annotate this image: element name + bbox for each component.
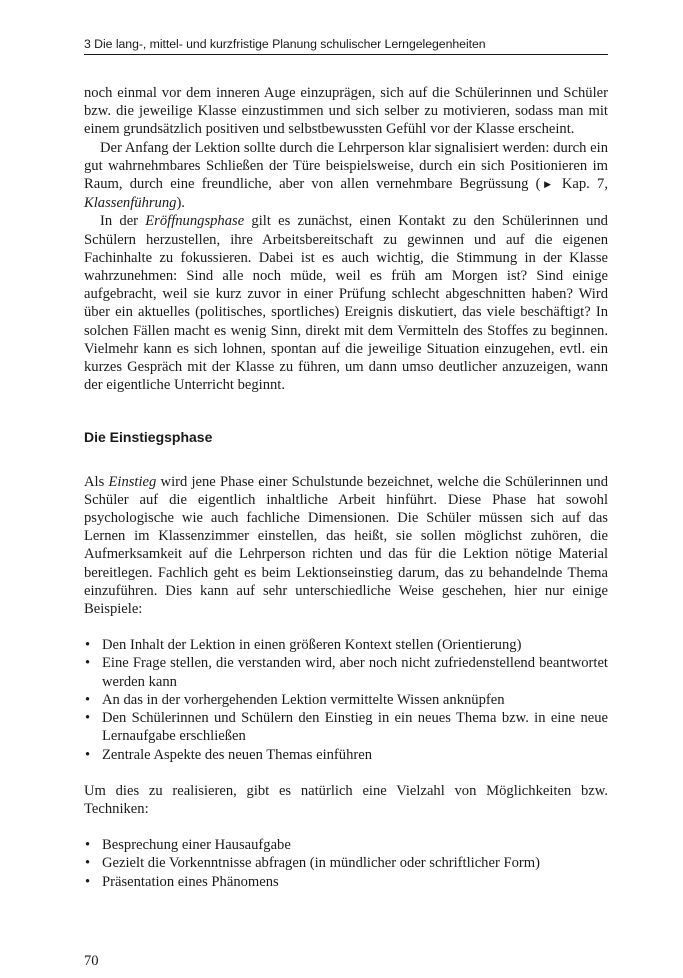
- list-item: • An das in der vorhergehenden Lektion vermittelte Wissen anknüpfen: [85, 691, 505, 708]
- paragraph-techniques: Um dies zu realisieren, gibt es natürlich eine Vielzahl von Möglichkeiten bzw. Techniken:: [84, 782, 608, 817]
- term-emphasis: Eröffnungsphase: [145, 213, 245, 230]
- page-number: 70: [84, 953, 99, 969]
- list-item: • Den Inhalt der Lektion in einen größeren Kontext stellen (Orientierung): [85, 637, 522, 654]
- section-heading: Die Einstiegsphase: [84, 429, 213, 446]
- paragraph-lesson-start: Der Anfang der Lektion sollte durch die Lehrperson klar signalisiert werden: durch ein gut wahrnehmbares Schließen der Türe beispielsweise, durch ein sich Positionieren im Raum, durch eine freundliche, aber von allen vernehmbare Begrüssung (▶ Kap. 7, Klassenführung).: [84, 139, 608, 212]
- bullet-icon: •: [85, 837, 91, 854]
- bullet-list-examples: [84, 636, 608, 763]
- list-item: • Eine Frage stellen, die verstanden wird, aber noch nicht zufriedenstellend beantwortet werden kann: [85, 655, 608, 690]
- cross-reference-arrow-icon: ▶: [540, 180, 555, 191]
- list-item: • Zentrale Aspekte des neuen Themas einführen: [85, 746, 373, 763]
- bullet-list-techniques: [84, 836, 608, 891]
- paragraph-section-intro: Als Einstieg wird jene Phase einer Schulstunde bezeichnet, welche die Schülerinnen und Schüler auf die eigentlich inhaltliche Arbeit hinführt. Diese Phase hat sowohl psychologische wie auch fachliche Dimensionen. Die Schüler müssen sich auf das Lernen im Klassenzimmer einstellen, das heißt, sie sollen möglichst zuhören, die Aufmerksamkeit auf die Lehrperson richten und das für die Lektion nötige Material bereitlegen. Fachlich geht es beim Lektionseinstieg darum, das zu behandelnde Thema einzuführen. Dies kann auf sehr unterschiedliche Weise geschehen, hier nur einige Beispiele:: [84, 473, 609, 618]
- paragraph-continuation: noch einmal vor dem inneren Auge einzuprägen, sich auf die Schülerinnen und Schüler bzw. die jeweilige Klasse einzustimmen und sich selber zu motivieren, sodass man mit einem grundsätzlich positiven und selbstbewussten Gefühl vor der Klasse erscheint.: [84, 85, 608, 138]
- bullet-icon: •: [85, 855, 91, 872]
- term-emphasis: Einstieg: [108, 473, 157, 490]
- list-item: • Präsentation eines Phänomens: [85, 873, 279, 890]
- bullet-icon: •: [85, 691, 91, 708]
- bullet-icon: •: [85, 710, 91, 727]
- list-item: • Gezielt die Vorkenntnisse abfragen (in mündlicher oder schriftlicher Form): [85, 855, 540, 872]
- page-body: [84, 84, 608, 891]
- bullet-icon: •: [85, 873, 91, 890]
- bullet-icon: •: [85, 637, 91, 654]
- cross-reference-link[interactable]: Klassenführung: [84, 195, 177, 212]
- bullet-icon: •: [85, 655, 91, 672]
- list-item: • Den Schülerinnen und Schülern den Einstieg in ein neues Thema bzw. in eine neue Lernaufgabe erschließen: [85, 710, 608, 745]
- running-header: 3 Die lang-, mittel- und kurzfristige Planung schulischer Lerngelegenheiten: [84, 37, 608, 55]
- bullet-icon: •: [85, 746, 91, 763]
- list-item: • Besprechung einer Hausaufgabe: [85, 837, 291, 854]
- paragraph-opening-phase: In der Eröffnungsphase gilt es zunächst, einen Kontakt zu den Schülerinnen und Schülern herzustellen, ihre Arbeitsbereitschaft zu gewinnen und auf die eigenen Fachinhalte zu fokussieren. Dabei ist es auch wichtig, die Stimmung in der Klasse wahrzunehmen: Sind alle noch müde, weil es früh am Morgen ist? Sind einige aufgebracht, weil sie kurz zuvor in einer Prüfung schlecht abgeschnitten haben? Wird über ein aktuelles (politisches, sportliches) Ereignis diskutiert, das viele beschäftigt? In solchen Fällen macht es wenig Sinn, direkt mit dem Vermitteln des Stoffes zu beginnen. Vielmehr kann es sich lohnen, spontan auf die jeweilige Situation einzugehen, evtl. ein kurzes Gespräch mit der Klasse zu führen, um dann umso deutlicher anzuzeigen, wann der eigentliche Unterricht beginnt.: [84, 213, 608, 394]
